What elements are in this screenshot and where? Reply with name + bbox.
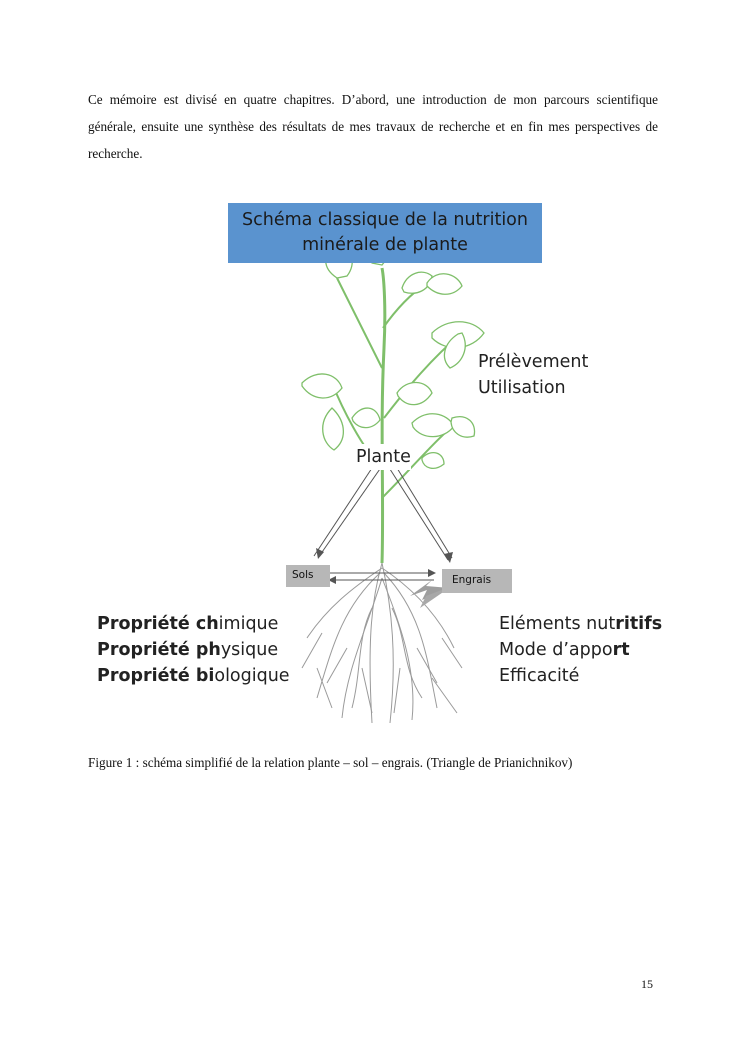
page-number: 15 [641, 977, 653, 991]
plant-stem [382, 268, 385, 563]
soil-properties [97, 611, 290, 689]
uptake-label: Prélèvement Utilisation [478, 352, 589, 398]
figure-title-line: Schéma classique de la nutrition [242, 210, 528, 230]
soil-property-item: Propriété physique [97, 640, 279, 660]
soil-box: Sols [286, 565, 330, 587]
figure-title-line: minérale de plante [302, 235, 468, 255]
figure-title [228, 203, 542, 263]
fertilizer-property-item: Efficacité [499, 666, 580, 686]
fertilizer-property-item: Mode d’apport [499, 640, 630, 660]
fertilizer-property-item: Eléments nutritifs [499, 614, 663, 634]
soil-property-item: Propriété chimique [97, 614, 279, 634]
soil-property-item: Propriété biologique [97, 666, 290, 686]
intro-paragraph: Ce mémoire est divisé en quatre chapitres. D’abord, une introduction de mon parcours scientifique générale, ensuite une synthèse des résultats de mes travaux de recherche et en fin mes perspectives de recherche. [88, 92, 658, 161]
figure-caption: Figure 1 : schéma simplifié de la relation plante – sol – engrais. (Triangle de Prianichnikov) [88, 755, 573, 770]
fertilizer-box: Engrais [442, 569, 512, 593]
fertilizer-properties [499, 611, 662, 689]
plant-label: Plante [356, 444, 411, 470]
leaves-drawing [302, 230, 484, 468]
